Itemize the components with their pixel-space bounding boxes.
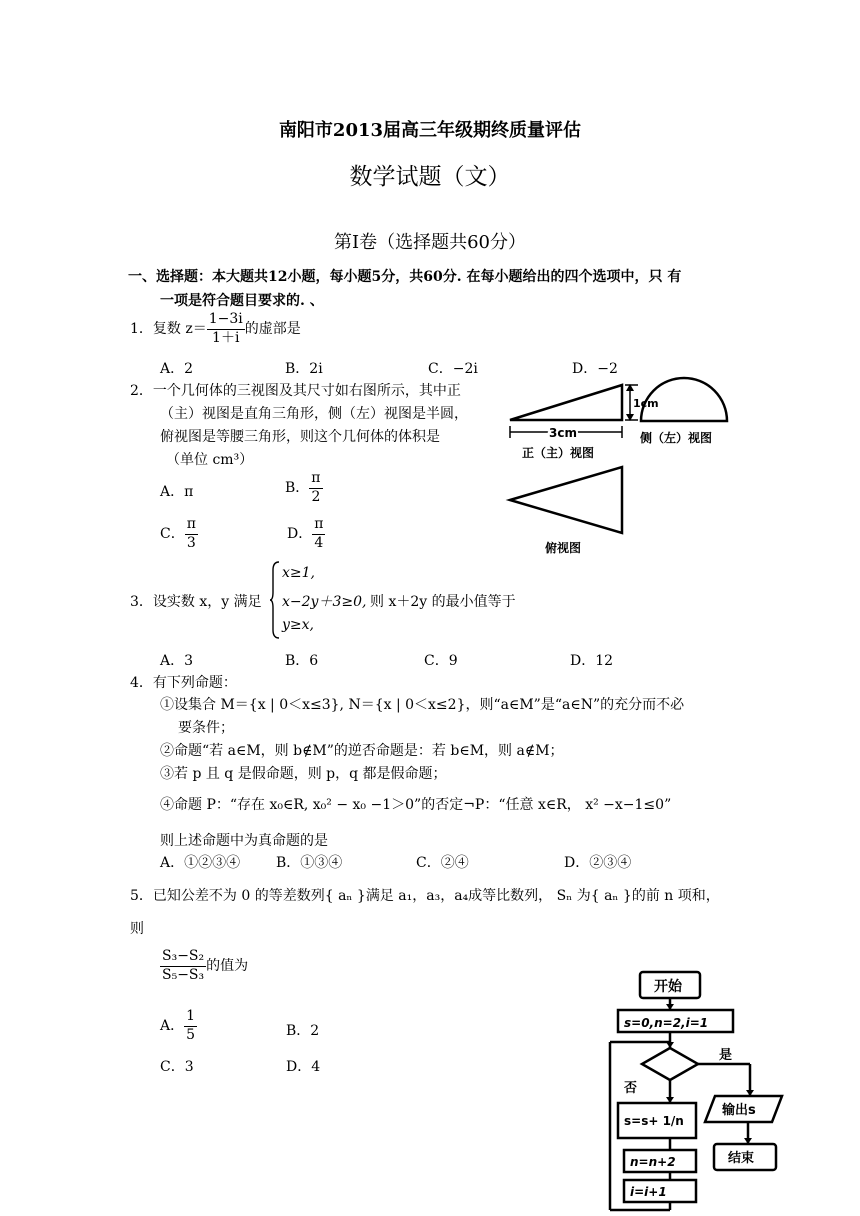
q3-option-c: C．9 — [424, 653, 458, 669]
width-dimension-label: 3cm — [549, 426, 577, 440]
flowchart-decision — [642, 1048, 698, 1080]
q4-prop-4: ④命题 P：“存在 x₀∈R, x₀² − x₀ −1＞0”的否定¬P：“任意 x∈R， x² −x−1≤0” — [160, 797, 672, 813]
q2-option-a: A．π — [160, 484, 194, 500]
flowchart-init-label: s=0,n=2,i=1 — [624, 1016, 709, 1030]
exam-subject: 数学试题（文） — [349, 164, 511, 190]
q5-option-b: B．2 — [286, 1023, 320, 1039]
flowchart-start-label: 开始 — [654, 979, 682, 995]
q4-stem: 4．有下列命题： — [130, 675, 237, 691]
q1-suffix: 的虚部是 — [244, 321, 301, 337]
question-1 — [130, 311, 301, 347]
flowchart-no-label: 否 — [624, 1081, 638, 1096]
q4-prop-1b: 要条件； — [178, 720, 234, 736]
q5-line2: 则 — [130, 921, 144, 937]
front-view-triangle — [510, 385, 622, 420]
flowchart — [600, 968, 800, 1216]
front-view-label: 正（主）视图 — [522, 446, 595, 460]
section-instructions-line2: 一项是符合题目要求的. 、 — [160, 293, 324, 309]
q2-option-d-den: 4 — [314, 534, 324, 551]
q5-suffix: 的值为 — [206, 958, 249, 974]
flowchart-inc-n-label: n=n+2 — [630, 1155, 676, 1169]
volume-title: 第Ⅰ卷（选择题共60分） — [333, 232, 526, 253]
q5-option-a — [160, 1008, 197, 1044]
side-view-label: 侧（左）视图 — [640, 431, 713, 445]
q2-option-b — [285, 470, 323, 506]
q2-option-d — [287, 516, 325, 552]
q2-option-b-den: 2 — [311, 488, 321, 505]
q1-fraction — [207, 311, 245, 347]
height-dimension-label: 1cm — [633, 397, 659, 410]
flowchart-inc-i-label: i=i+1 — [630, 1185, 667, 1199]
q4-option-a: A．①②③④ — [160, 855, 241, 871]
q1-prefix: 1．复数 z＝ — [130, 321, 207, 337]
q5-expression — [160, 948, 248, 984]
q4-prop-1a: ①设集合 M＝{x | 0＜x≤3}, N＝{x | 0＜x≤2}，则“a∈M”是“a∈N”的充分而不必 — [160, 697, 685, 713]
flowchart-output-label: 输出s — [722, 1103, 756, 1118]
q4-option-d: D．②③④ — [564, 855, 632, 871]
q5-denominator: S₅−S₃ — [162, 966, 205, 983]
flowchart-yes-label: 是 — [719, 1048, 733, 1063]
q3-suffix: 则 x＋2y 的最小值等于 — [370, 594, 516, 610]
section-instructions-line1: 一、选择题：本大题共12小题，每小题5分，共60分. 在每小题给出的四个选项中，只 有 — [128, 269, 682, 285]
q3-option-b: B．6 — [285, 653, 319, 669]
three-view-figure — [500, 375, 740, 560]
q4-prop-2: ②命题“若 a∈M，则 b∉M”的逆否命题是：若 b∈M，则 a∉M； — [160, 743, 564, 759]
q2-option-c — [160, 516, 198, 552]
top-view-triangle — [510, 467, 622, 533]
q4-ask: 则上述命题中为真命题的是 — [160, 833, 328, 849]
q2-option-d-num: π — [312, 516, 325, 535]
q1-option-d: D．−2 — [572, 361, 618, 377]
q1-numerator: 1−3i — [207, 311, 245, 330]
q2-option-d-label: D． — [287, 526, 313, 542]
top-view-label: 俯视图 — [545, 541, 582, 555]
q1-option-a: A．2 — [160, 361, 194, 377]
q3-brace — [269, 560, 281, 640]
q2-line1: 2．一个几何体的三视图及其尺寸如右图所示，其中正 — [130, 383, 461, 399]
q3-prefix: 3．设实数 x，y 满足 — [130, 594, 262, 610]
q2-option-c-num: π — [185, 516, 198, 535]
q3-option-d: D．12 — [570, 653, 614, 669]
q5-option-a-label: A． — [160, 1018, 185, 1034]
q2-line4: （单位 cm³） — [166, 452, 254, 468]
q2-line3: 俯视图是等腰三角形，则这个几何体的体积是 — [160, 429, 440, 445]
flowchart-end-label: 结束 — [728, 1151, 755, 1166]
q5-numerator: S₃−S₂ — [160, 948, 206, 967]
q4-option-c: C．②④ — [416, 855, 469, 871]
q5-option-a-den: 5 — [186, 1026, 196, 1043]
q2-option-b-label: B． — [285, 480, 310, 496]
q1-option-c: C．−2i — [428, 361, 478, 377]
q5-option-d: D．4 — [286, 1059, 321, 1075]
q5-option-c: C．3 — [160, 1059, 194, 1075]
flowchart-body-label: s=s+ 1/n — [624, 1114, 684, 1128]
q3-constraint-2: x−2y＋3≥0, — [282, 594, 367, 610]
q5-line1: 5．已知公差不为 0 的等差数列{ aₙ }满足 a₁，a₃，a₄成等比数列， Sₙ 为{ aₙ }的前 n 项和， — [130, 888, 720, 904]
q4-option-b: B．①③④ — [276, 855, 343, 871]
q2-option-c-label: C． — [160, 526, 185, 542]
q1-denominator: 1＋i — [212, 329, 240, 346]
q2-option-c-den: 3 — [186, 534, 196, 551]
q3-constraint-1: x≥1, — [282, 565, 315, 581]
q3-option-a: A．3 — [160, 653, 194, 669]
q3-constraint-3: y≥x, — [282, 617, 314, 633]
q2-line2: （主）视图是直角三角形，侧（左）视图是半圆， — [160, 406, 468, 422]
exam-title: 南阳市2013届高三年级期终质量评估 — [278, 120, 582, 141]
q5-option-a-num: 1 — [184, 1008, 197, 1027]
q1-option-b: B．2i — [285, 361, 323, 377]
q4-prop-3: ③若 p 且 q 是假命题，则 p，q 都是假命题； — [160, 766, 447, 782]
q2-option-b-num: π — [309, 470, 322, 489]
